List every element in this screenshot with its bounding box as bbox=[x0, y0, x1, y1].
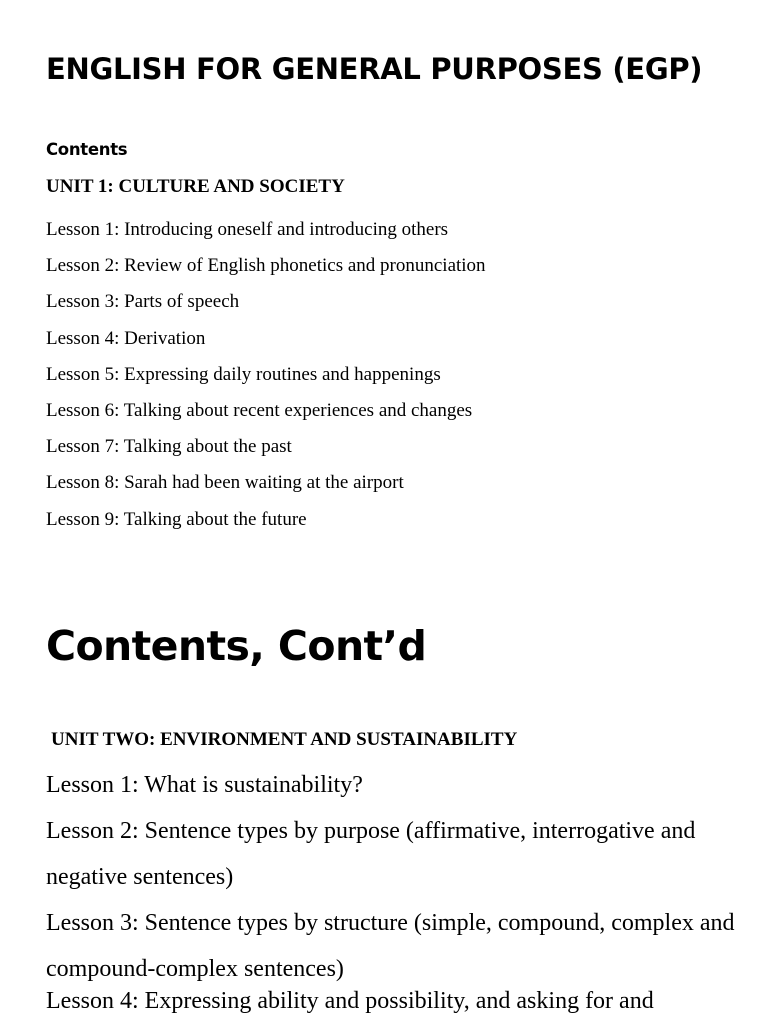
unit-1-lesson-list bbox=[46, 212, 486, 538]
unit-2-lesson-4: Lesson 4: Expressing ability and possibility, and asking for and bbox=[46, 988, 654, 1014]
unit-1-lesson-8: Lesson 8: Sarah had been waiting at the airport bbox=[46, 472, 404, 494]
unit-2-lesson-1: Lesson 1: What is sustainability? bbox=[46, 772, 363, 798]
contents-heading: Contents bbox=[46, 140, 128, 159]
unit-1-lesson-4: Lesson 4: Derivation bbox=[46, 327, 206, 349]
document-title: ENGLISH FOR GENERAL PURPOSES (EGP) bbox=[46, 52, 703, 86]
unit-1-heading: UNIT 1: CULTURE AND SOCIETY bbox=[46, 176, 345, 197]
unit-2-heading: UNIT TWO: ENVIRONMENT AND SUSTAINABILITY bbox=[51, 729, 518, 750]
unit-1-lesson-6: Lesson 6: Talking about recent experiences and changes bbox=[46, 399, 473, 421]
unit-1-lesson-7: Lesson 7: Talking about the past bbox=[46, 436, 292, 458]
unit-1-lesson-5: Lesson 5: Expressing daily routines and happenings bbox=[46, 363, 441, 385]
contents-continued-title: Contents, Cont’d bbox=[46, 622, 427, 670]
unit-1-lesson-1: Lesson 1: Introducing oneself and introducing others bbox=[46, 219, 449, 240]
unit-1-lesson-9: Lesson 9: Talking about the future bbox=[46, 508, 307, 530]
unit-2-lesson-3: Lesson 3: Sentence types by structure (simple, compound, complex and compound-complex sentences) bbox=[46, 910, 735, 982]
unit-2-lesson-2: Lesson 2: Sentence types by purpose (affirmative, interrogative and negative sentences) bbox=[46, 818, 696, 890]
unit-1-lesson-3: Lesson 3: Parts of speech bbox=[46, 291, 240, 313]
unit-1-lesson-2: Lesson 2: Review of English phonetics and pronunciation bbox=[46, 255, 486, 277]
unit-2-lesson-list bbox=[46, 762, 736, 1024]
